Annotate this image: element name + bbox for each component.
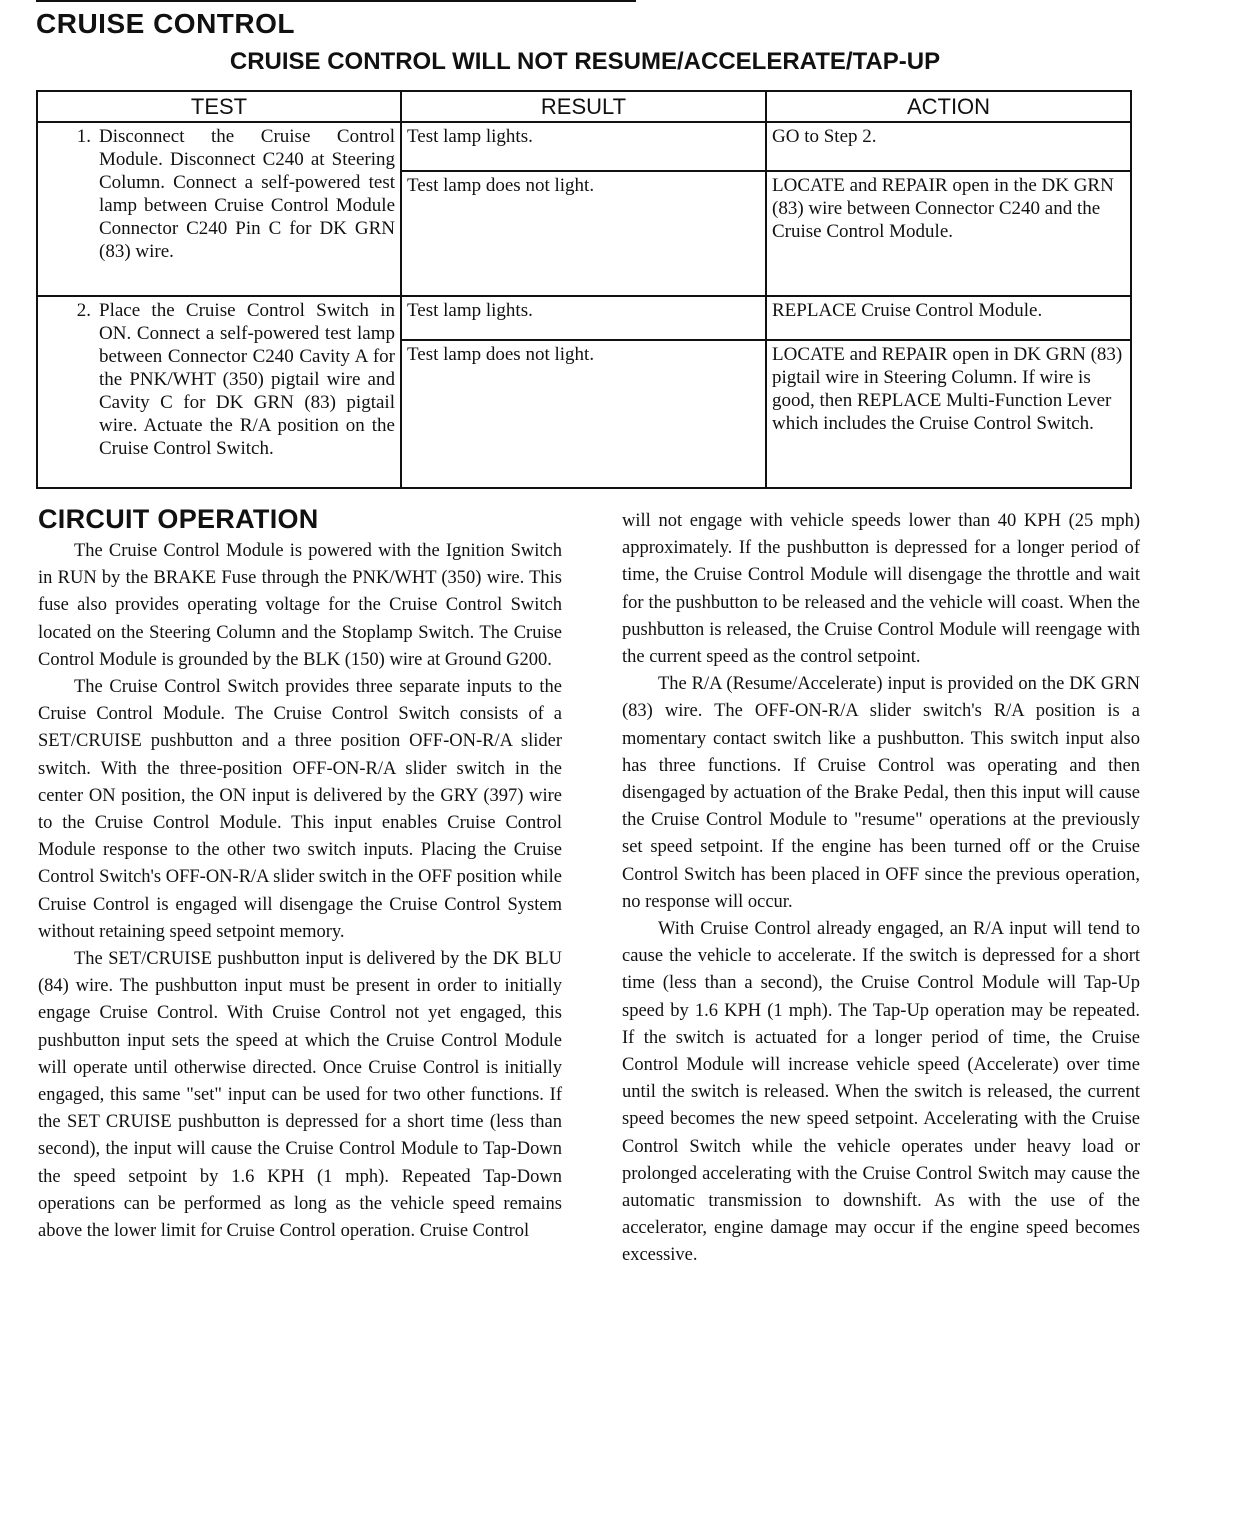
circuit-right-column [622,508,1140,1270]
paragraph: The Cruise Control Switch provides three separate inputs to the Cruise Control Module. The Cruise Control Switch consists of a SET/CRUISE pushbutton and a three position OFF-ON-R/A slider switch. With the three-position OFF-ON-R/A slider switch in the center ON position, the ON input is delivered by the GRY (397) wire to the Cruise Control Module. This input enables Cruise Control Module response to the other two switch inputs. Placing the Cruise Control Switch's OFF-ON-R/A slider switch in the OFF position while Cruise Control is engaged will disengage the Cruise Control System without retaining speed setpoint memory. [38,677,562,942]
table-header-row [37,91,1131,122]
header-result: RESULT [401,91,766,122]
circuit-left-column [38,538,562,1245]
paragraph-continuation: will not engage with vehicle speeds lower than 40 KPH (25 mph) approximately. If the pushbutton is depressed for a longer period of time, the Cruise Control Module will disengage the throttle and wait for the pushbutton to be released and the vehicle will coast. When the pushbutton is released, the Cruise Control Module will reengage with the current speed as the control setpoint. [622,511,1140,668]
step-text: Disconnect the Cruise Control Module. Disconnect C240 at Steering Column. Connect a self-powered test lamp between Cruise Control Module Connector C240 Pin C for DK GRN (83) wire. [99,126,395,262]
table-row [37,122,1131,171]
step-1-result-a: Test lamp lights. [401,122,766,171]
paragraph: With Cruise Control already engaged, an R/A input will tend to cause the vehicle to accelerate. If the switch is depressed for a short time (less than a second), the Cruise Control Module will Tap-Up speed by 1.6 KPH (1 mph). The Tap-Up operation may be repeated. If the switch is actuated for a longer period of time, the Cruise Control Module will increase vehicle speed (Accelerate) over time until the switch is released. When the switch is released, the current speed becomes the new speed setpoint. Accelerating with the Cruise Control Switch while the vehicle operates under heavy load or prolonged accelerating with the Cruise Control Switch may cause the automatic transmission to downshift. As with the use of the accelerator, engine damage may occur if the engine speed becomes excessive. [622,919,1140,1266]
step-2-action-b: LOCATE and REPAIR open in DK GRN (83) pigtail wire in Steering Column. If wire is good, then REPLACE Multi-Function Lever which includes the Cruise Control Switch. [766,340,1131,488]
header-test: TEST [37,91,401,122]
step-1-result-b: Test lamp does not light. [401,171,766,296]
header-action: ACTION [766,91,1131,122]
paragraph: The SET/CRUISE pushbutton input is delivered by the DK BLU (84) wire. The pushbutton input must be present in order to initially engage Cruise Control. With Cruise Control not yet engaged, this pushbutton input sets the speed at which the Cruise Control Module will operate until otherwise directed. Once Cruise Control is initially engaged, this same "set" input can be used for two other functions. If the SET CRUISE pushbutton is depressed for a short time (less than second), the input will cause the Cruise Control Module to Tap-Down the speed setpoint by 1.6 KPH (1 mph). Repeated Tap-Down operations can be performed as long as the vehicle speed remains above the lower limit for Cruise Control operation. Cruise Control [38,949,562,1242]
step-1-action-b: LOCATE and REPAIR open in the DK GRN (83) wire between Connector C240 and the Cruise Control Module. [766,171,1131,296]
step-2-action-a: REPLACE Cruise Control Module. [766,296,1131,340]
paragraph: The Cruise Control Module is powered with the Ignition Switch in RUN by the BRAKE Fuse through the PNK/WHT (350) wire. This fuse also provides operating voltage for the Cruise Control Switch located on the Steering Column and the Stoplamp Switch. The Cruise Control Module is grounded by the BLK (150) wire at Ground G200. [38,541,562,670]
top-rule [36,0,636,2]
step-2-test [37,296,401,488]
section-title: CRUISE CONTROL [36,8,295,39]
step-number: 1. [76,126,91,147]
step-1-test [37,122,401,296]
circuit-operation-title: CIRCUIT OPERATION [38,504,319,534]
table-row [37,296,1131,340]
step-text: Place the Cruise Control Switch in ON. Connect a self-powered test lamp between Connector C240 Cavity A for the PNK/WHT (350) pigtail wire and Cavity C for DK GRN (83) pigtail wire. Actuate the R/A position on the Cruise Control Switch. [99,300,395,459]
step-2-result-b: Test lamp does not light. [401,340,766,488]
diagnostic-subtitle: CRUISE CONTROL WILL NOT RESUME/ACCELERATE/TAP-UP [229,48,941,75]
paragraph: The R/A (Resume/Accelerate) input is provided on the DK GRN (83) wire. The OFF-ON-R/A slider switch's R/A position is a momentary contact switch like a pushbutton. This switch input also has three functions. If Cruise Control was operating and then disengaged by actuation of the Brake Pedal, then this input will cause the Cruise Control Module to "resume" operations at the previously set speed setpoint. If the engine has been turned off or the Cruise Control Switch has been placed in OFF since the previous operation, no response will occur. [622,674,1140,912]
step-number: 2. [76,300,91,321]
diagnostic-table [36,90,1132,489]
step-1-action-a: GO to Step 2. [766,122,1131,171]
step-2-result-a: Test lamp lights. [401,296,766,340]
